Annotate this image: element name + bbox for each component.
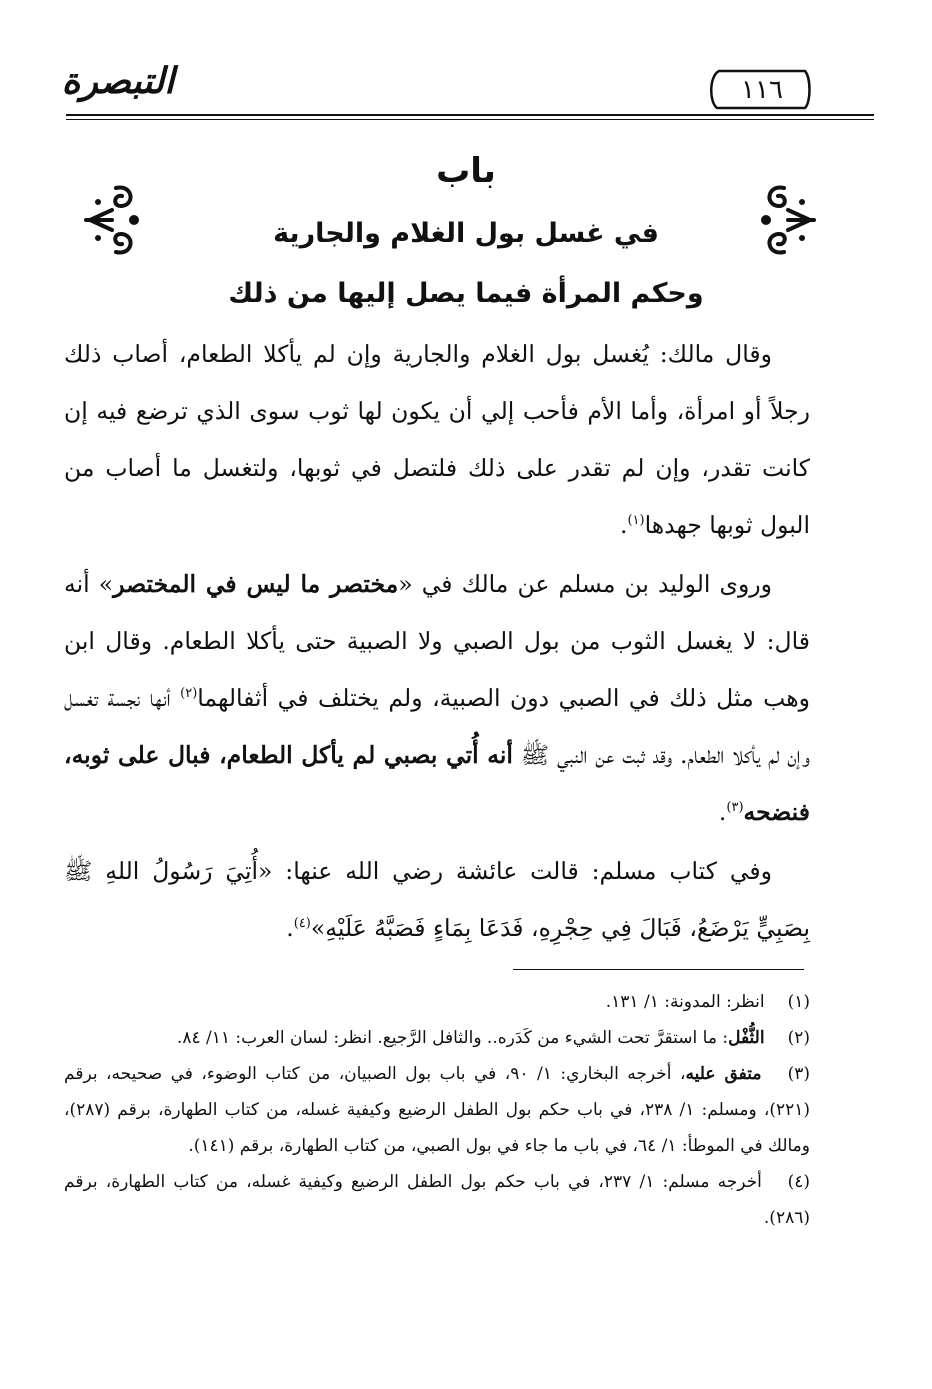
footnote-text: : ما استقرَّ تحت الشيء من كَدَره.. والثافل الرَّجيع. انظر: لسان العرب: ١١/ ٨٤.	[176, 1028, 729, 1048]
punctuation: .	[619, 511, 628, 539]
hadith-quote: «أُتِيَ رَسُولُ اللهِ ﷺ بِصَبِيٍّ يَرْضَعُ، فَبَالَ فِي حِجْرِهِ، فَدَعَا بِمَاءٍ فَصَبَّهُ عَلَيْهِ»	[64, 857, 810, 942]
paragraph-text: » أنه قال: لا يغسل الثوب من بول الصبي ولا الصبية حتى يأكلا الطعام. وقال ابن وهب مثل ذلك في الصبي دون الصبية، ولم يختلف في أثفالهما	[64, 570, 810, 712]
hadith-text: أنه أُتي بصبي لم يأكل الطعام، فبال على ثوبه، فنضحه	[64, 741, 810, 826]
footnote-reference[interactable]: (٣)	[726, 800, 744, 815]
footnote-term: متفق عليه	[685, 1064, 762, 1084]
footnote-number: (١)	[787, 992, 810, 1012]
footnote-text: ، أخرجه البخاري: ١/ ٩٠، في باب بول الصبيان، من كتاب الوضوء، في صحيحه، برقم (٢٢١)، ومسلم: ١/ ٢٣٨، في باب حكم بول الطفل الرضيع وكيفية غسله، من كتاب الطهارة، برقم (٢٨٧)، ومالك في الموطأ: ١/ ٦٤، في باب ما جاء في بول الصبي، من كتاب الطهارة، برقم (١٤١).	[64, 1064, 810, 1156]
footnote	[64, 1164, 810, 1236]
footnote-number: (٤)	[787, 1172, 811, 1192]
footnotes	[64, 984, 810, 1236]
footnote-reference[interactable]: (١)	[627, 513, 645, 528]
footnote	[64, 1020, 810, 1056]
footnote-text: انظر: المدونة: ١/ ١٣١.	[605, 992, 765, 1012]
chapter-heading: باب	[436, 151, 496, 191]
paragraph-text: وروى الوليد بن مسلم عن مالك في «	[398, 570, 772, 598]
header-rule-thin	[66, 119, 874, 120]
footnote-term: الثُّفْل	[728, 1028, 765, 1048]
footnote-text: أخرجه مسلم: ١/ ٢٣٧، في باب حكم بول الطفل الرضيع وكيفية غسله، من كتاب الطهارة، برقم (٢٨٦).	[64, 1172, 810, 1228]
paragraph-text: أنها نجسة تغسل وإن لم يأكلا الطعام. وقد ثبت عن النبي ﷺ	[64, 684, 810, 769]
floral-ornament-icon	[82, 180, 148, 260]
page-number: ١١٦	[741, 75, 783, 105]
paragraph	[64, 556, 810, 841]
punctuation: .	[718, 798, 727, 826]
footnote-number: (٢)	[787, 1028, 810, 1048]
chapter-subtitle: في غسل بول الغلام والجارية	[273, 218, 659, 249]
footnote-separator	[513, 969, 804, 970]
footnote	[64, 1056, 810, 1164]
footnote-reference[interactable]: (٤)	[293, 916, 311, 931]
header-rule	[66, 114, 874, 116]
paragraph-text: وقال مالك: يُغسل بول الغلام والجارية وإن لم يأكلا الطعام، أصاب ذلك رجلاً أو امرأة، وأما الأم فأحب إلي أن يكون لها ثوب سوى الذي ترضع فيه إن كانت تقدر، وإن لم تقدر على ذلك فلتصل في ثوبها، ولتغسل ما أصاب من البول ثوبها جهدها	[64, 340, 810, 539]
footnote-number: (٣)	[787, 1064, 810, 1084]
book-name: مختصر ما ليس في المختصر	[113, 570, 399, 598]
footnote	[64, 984, 810, 1020]
chapter-subtitle-2: وحكم المرأة فيما يصل إليها من ذلك	[228, 278, 704, 309]
punctuation: .	[286, 914, 294, 942]
running-book-title: التبصرة	[61, 60, 175, 102]
paragraph-text: وفي كتاب مسلم: قالت عائشة رضي الله عنها:	[272, 857, 773, 885]
footnote-reference[interactable]: (٢)	[180, 686, 198, 701]
paragraph	[64, 326, 810, 554]
paragraph	[64, 843, 810, 957]
